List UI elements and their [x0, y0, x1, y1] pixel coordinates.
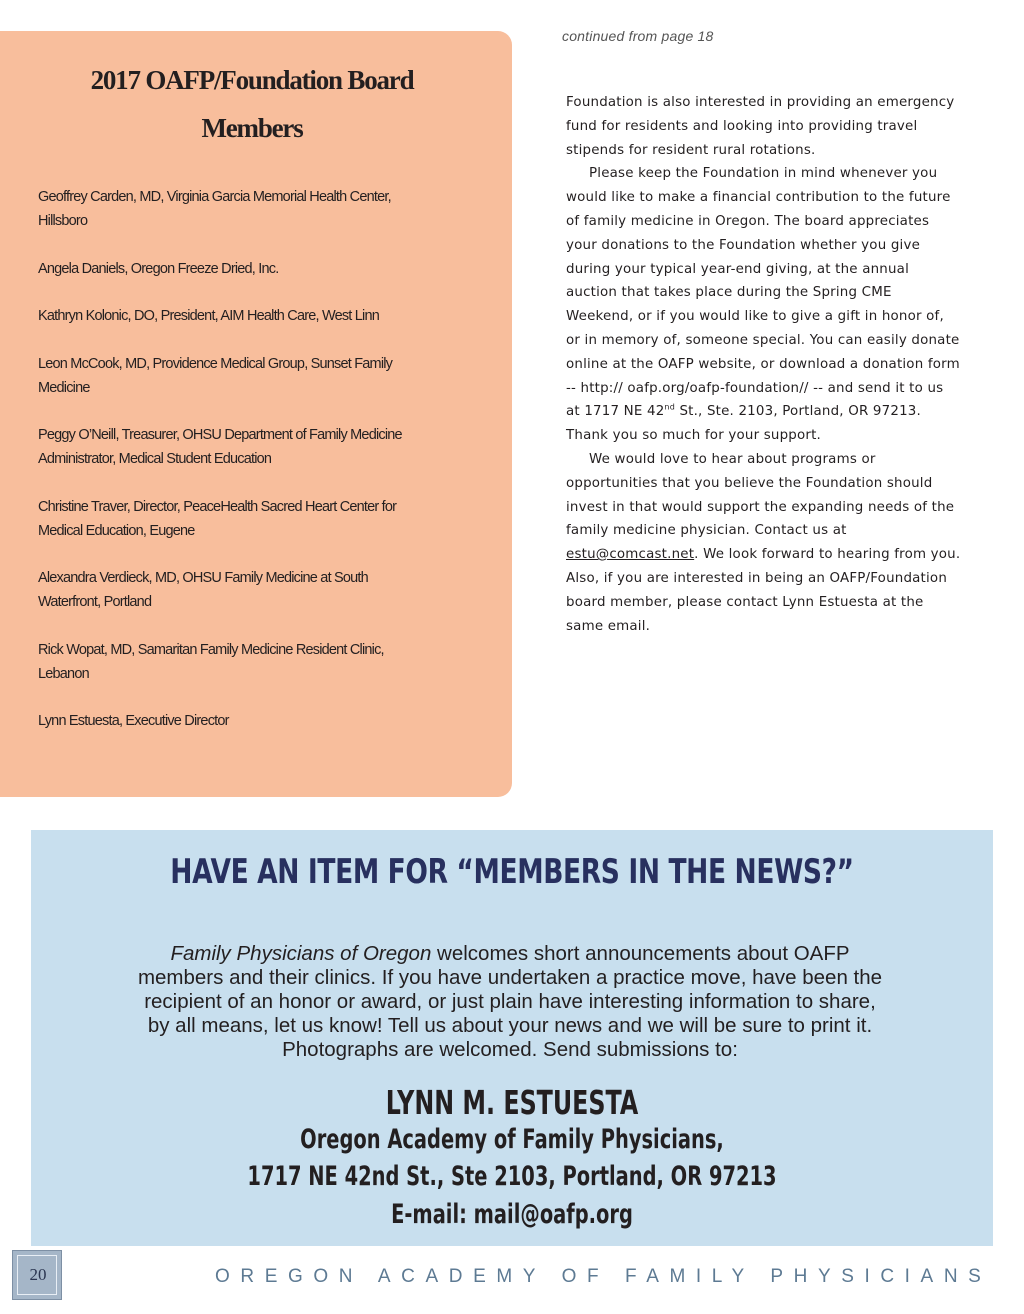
- member-line: Medical Education, Eugene: [38, 522, 195, 539]
- page-number-badge: [12, 1250, 62, 1300]
- superscript: nd: [664, 402, 675, 412]
- news-body: [70, 942, 950, 1062]
- board-member-list: [38, 185, 478, 757]
- article-paragraph: [566, 448, 961, 638]
- page-number: 20: [29, 1265, 47, 1284]
- member-line: Medicine: [38, 379, 90, 396]
- contact-name: LYNN M. ESTUESTA: [385, 1083, 639, 1122]
- board-member: [38, 495, 478, 543]
- board-member: [38, 638, 478, 686]
- member-line: Leon McCook, MD, Providence Medical Group, Sunset Family: [38, 355, 393, 372]
- article-paragraph: [566, 162, 961, 448]
- footer-org-name: OREGON ACADEMY OF FAMILY PHYSICIANS: [215, 1266, 992, 1287]
- article-text: . We look forward to hearing from you. Also, if you are interested in being an OAFP/Foundation board member, please contact Lynn Estuesta at the same email.: [566, 547, 961, 634]
- contact-email[interactable]: E-mail: mail@oafp.org: [391, 1199, 633, 1230]
- board-member: [38, 709, 478, 733]
- email-link[interactable]: estu@comcast.net: [566, 547, 695, 563]
- member-line: Geoffrey Carden, MD, Virginia Garcia Memorial Health Center,: [38, 189, 391, 205]
- member-line: Hillsboro: [38, 213, 88, 229]
- contact-organization: Oregon Academy of Family Physicians,: [300, 1124, 724, 1155]
- member-line: Alexandra Verdieck, MD, OHSU Family Medicine at South: [38, 570, 368, 586]
- member-line: Christine Traver, Director, PeaceHealth Sacred Heart Center for: [38, 498, 397, 515]
- magazine-title: Family Physicians of Oregon: [170, 942, 432, 965]
- board-member: [38, 352, 478, 400]
- member-line: Peggy O’Neill, Treasurer, OHSU Department of Family Medicine: [38, 427, 402, 443]
- contact-address: 1717 NE 42nd St., Ste 2103, Portland, OR 97213: [247, 1161, 777, 1192]
- board-member: [38, 257, 478, 281]
- member-line: Lebanon: [38, 665, 89, 682]
- board-title: [0, 56, 504, 152]
- board-member: [38, 185, 478, 233]
- board-member: [38, 304, 478, 328]
- news-body-line: by all means, let us know! Tell us about your news and we will be sure to print it.: [147, 1014, 873, 1037]
- news-body-line: recipient of an honor or award, or just plain have interesting information to share,: [144, 990, 876, 1013]
- board-title-line1: 2017 OAFP/Foundation Board: [90, 65, 414, 95]
- member-line: Administrator, Medical Student Education: [38, 451, 272, 467]
- news-body-line: Photographs are welcomed. Send submissions to:: [282, 1038, 738, 1061]
- member-line: Angela Daniels, Oregon Freeze Dried, Inc.: [38, 260, 279, 277]
- member-line: Rick Wopat, MD, Samaritan Family Medicine Resident Clinic,: [38, 641, 384, 658]
- article-text: We would love to hear about programs or opportunities that you believe the Foundation should invest in that would support the expanding needs of the family medicine physician. Contact us at: [566, 451, 955, 539]
- member-line: Waterfront, Portland: [38, 594, 152, 610]
- member-line: Lynn Estuesta, Executive Director: [38, 713, 229, 729]
- board-member: [38, 566, 478, 614]
- member-line: Kathryn Kolonic, DO, President, AIM Health Care, West Linn: [38, 308, 379, 324]
- continued-note: continued from page 18: [562, 28, 714, 44]
- news-heading: HAVE AN ITEM FOR “MEMBERS IN THE NEWS?”: [170, 852, 854, 892]
- board-title-line2: Members: [201, 113, 303, 143]
- news-body-line: members and their clinics. If you have undertaken a practice move, have been the: [137, 966, 883, 989]
- article-body: [566, 91, 961, 638]
- board-member: [38, 423, 478, 471]
- news-body-line: [70, 942, 950, 966]
- article-text: Please keep the Foundation in mind whenever you would like to make a financial contribution to the future of family medicine in Oregon. The board appreciates your donations to the Foundation whether you give during your typical year-end giving, at the annual auction that takes place during the Spring CME Weekend, or if you would like to give a gift in honor of, or in memory of, someone special. You can easily donate online at the OAFP website, or download a donation form -- http:// oafp.org/oafp-foundation// -- and send it to us at 1717 NE 42: [566, 166, 960, 420]
- article-text: St., Ste. 2103, Portland, OR 97213. Thank you so much for your support.: [566, 404, 921, 444]
- article-paragraph: Foundation is also interested in providing an emergency fund for residents and looking into providing travel stipends for resident rural rotations.: [566, 95, 955, 158]
- news-text: welcomes short announcements about OAFP: [431, 942, 850, 965]
